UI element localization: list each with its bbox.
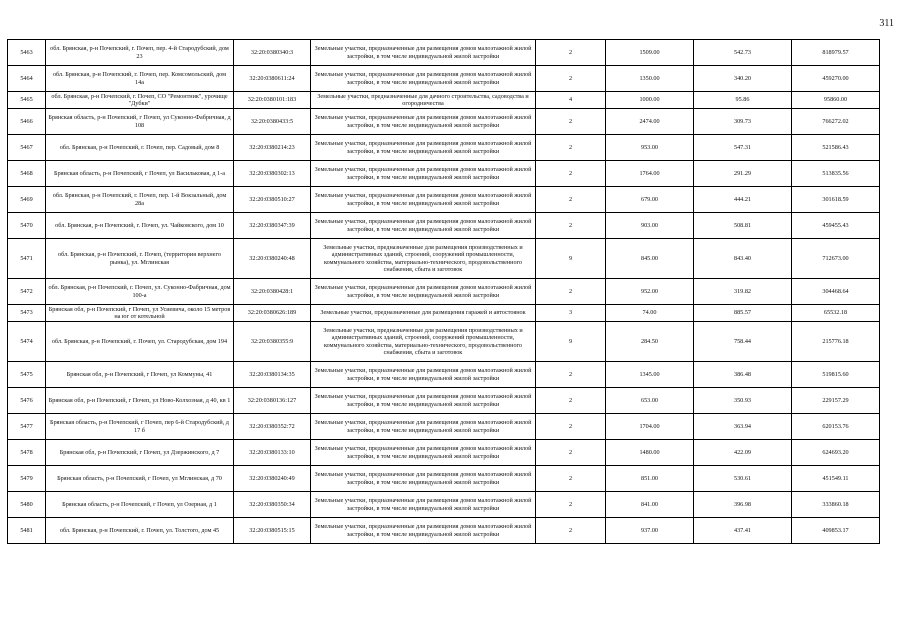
table-row <box>8 279 880 305</box>
row-address: обл. Брянская, р-н Почепский, г. Почеп, ул. Чайковского, дом 10 <box>46 213 234 239</box>
row-area: 937.00 <box>606 518 694 544</box>
row-area: 679.00 <box>606 187 694 213</box>
row-permitted-use: Земельные участки, предназначенные для размещения домов малоэтажной жилой застройки, в том числе индивидуальной жилой застройки <box>311 414 536 440</box>
row-area: 1345.00 <box>606 362 694 388</box>
table-row <box>8 135 880 161</box>
row-address: Брянская область, р-н Почепский, г Почеп, ул Васильковая, д 1-а <box>46 161 234 187</box>
row-cadastral-value: 301618.59 <box>792 187 880 213</box>
row-permitted-use: Земельные участки, предназначенные для размещения производственных и административных зданий, строений, сооружений промышленности, коммунального хозяйства, материально-технического, продовольственного снабжения, сбыта и заготовок <box>311 239 536 279</box>
row-cadastral-value: 215776.18 <box>792 322 880 362</box>
row-area: 1704.00 <box>606 414 694 440</box>
row-number: 5464 <box>8 66 46 92</box>
row-cadastral-value: 459455.43 <box>792 213 880 239</box>
row-unit-price: 758.44 <box>694 322 792 362</box>
row-cadastral-number: 32:20:0380510:27 <box>234 187 311 213</box>
row-address: обл. Брянская, р-н Почепский, г. Почеп, ул. Толстого, дом 45 <box>46 518 234 544</box>
row-address: обл. Брянская, р-н Почепский, г. Почеп, пер. 1-й Вокзальный, дом 28а <box>46 187 234 213</box>
row-permitted-use: Земельные участки, предназначенные для размещения домов малоэтажной жилой застройки, в том числе индивидуальной жилой застройки <box>311 440 536 466</box>
row-unit-price: 350.93 <box>694 388 792 414</box>
row-address: обл. Брянская, р-н Почепский, г. Почеп, пер. Садовый, дом 8 <box>46 135 234 161</box>
row-group: 9 <box>536 239 606 279</box>
row-number: 5481 <box>8 518 46 544</box>
row-cadastral-number: 32:20:0380133:10 <box>234 440 311 466</box>
table-row <box>8 305 880 322</box>
row-cadastral-value: 521586.43 <box>792 135 880 161</box>
row-group: 2 <box>536 40 606 66</box>
row-group: 2 <box>536 518 606 544</box>
row-unit-price: 340.20 <box>694 66 792 92</box>
row-group: 2 <box>536 466 606 492</box>
row-unit-price: 396.98 <box>694 492 792 518</box>
row-cadastral-number: 32:20:0380340:3 <box>234 40 311 66</box>
row-address: Брянская область, р-н Почепский, г Почеп, ул Озерная, д 1 <box>46 492 234 518</box>
row-address: Брянская обл, р-н Почепский, г Почеп, ул Коммуны, 41 <box>46 362 234 388</box>
row-area: 1509.00 <box>606 40 694 66</box>
row-address: Брянская область, р-н Почепский, г Почеп, ул Мглинская, д 70 <box>46 466 234 492</box>
row-address: обл. Брянская, р-н Почепский, г. Почеп, пер. 4-й Стародубский, дом 23 <box>46 40 234 66</box>
row-cadastral-value: 624693.20 <box>792 440 880 466</box>
row-cadastral-number: 32:20:0380302:13 <box>234 161 311 187</box>
row-unit-price: 422.09 <box>694 440 792 466</box>
row-permitted-use: Земельные участки, предназначенные для размещения домов малоэтажной жилой застройки, в том числе индивидуальной жилой застройки <box>311 161 536 187</box>
row-cadastral-number: 32:20:0380515:15 <box>234 518 311 544</box>
row-address: Брянская область, р-н Почепский, г Почеп, ул Суконно-Фабричная, д 108 <box>46 109 234 135</box>
row-group: 2 <box>536 440 606 466</box>
row-area: 952.00 <box>606 279 694 305</box>
row-address: обл. Брянская, р-н Почепский, г. Почеп, (территория верхнего рынка), ул. Мглинская <box>46 239 234 279</box>
row-number: 5471 <box>8 239 46 279</box>
row-address: обл. Брянская, р-н Почепский, г. Почеп, ул. Стародубская, дом 194 <box>46 322 234 362</box>
row-address: Брянская обл, р-н Почепский, г Почеп, ул Ново-Колхозная, д 40, кв 1 <box>46 388 234 414</box>
row-address: обл. Брянская, р-н Почепский, г. Почеп, пер. Комсомольский, дом 14а <box>46 66 234 92</box>
row-unit-price: 309.73 <box>694 109 792 135</box>
table-row <box>8 66 880 92</box>
row-group: 2 <box>536 187 606 213</box>
row-area: 1480.00 <box>606 440 694 466</box>
row-number: 5470 <box>8 213 46 239</box>
row-unit-price: 444.21 <box>694 187 792 213</box>
row-number: 5478 <box>8 440 46 466</box>
row-address: Брянская область, р-н Почепский, г Почеп, пер 6-й Стародубский, д 17 б <box>46 414 234 440</box>
row-group: 9 <box>536 322 606 362</box>
row-area: 841.00 <box>606 492 694 518</box>
row-unit-price: 291.29 <box>694 161 792 187</box>
row-cadastral-number: 32:20:0380352:72 <box>234 414 311 440</box>
table-row <box>8 213 880 239</box>
row-unit-price: 95.86 <box>694 92 792 109</box>
row-cadastral-value: 95860.00 <box>792 92 880 109</box>
row-cadastral-number: 32:20:0380214:23 <box>234 135 311 161</box>
row-area: 653.00 <box>606 388 694 414</box>
row-cadastral-value: 451549.11 <box>792 466 880 492</box>
row-unit-price: 885.57 <box>694 305 792 322</box>
row-unit-price: 530.61 <box>694 466 792 492</box>
cadastral-registry-table <box>7 39 880 544</box>
table-row <box>8 322 880 362</box>
row-cadastral-value: 229157.29 <box>792 388 880 414</box>
row-permitted-use: Земельные участки, предназначенные для размещения домов малоэтажной жилой застройки, в том числе индивидуальной жилой застройки <box>311 135 536 161</box>
row-area: 845.00 <box>606 239 694 279</box>
row-number: 5465 <box>8 92 46 109</box>
row-cadastral-value: 766272.02 <box>792 109 880 135</box>
row-permitted-use: Земельные участки, предназначенные для размещения гаражей и автостоянок <box>311 305 536 322</box>
row-area: 851.00 <box>606 466 694 492</box>
row-permitted-use: Земельные участки, предназначенные для размещения домов малоэтажной жилой застройки, в том числе индивидуальной жилой застройки <box>311 388 536 414</box>
row-number: 5466 <box>8 109 46 135</box>
row-cadastral-value: 459270.00 <box>792 66 880 92</box>
row-area: 1350.00 <box>606 66 694 92</box>
row-permitted-use: Земельные участки, предназначенные для размещения домов малоэтажной жилой застройки, в том числе индивидуальной жилой застройки <box>311 279 536 305</box>
row-address: обл. Брянская, р-н Почепский, г. Почеп, ул. Суконно-Фабричная, дом 100-а <box>46 279 234 305</box>
row-group: 4 <box>536 92 606 109</box>
row-cadastral-value: 513835.56 <box>792 161 880 187</box>
table-row <box>8 40 880 66</box>
table-row <box>8 239 880 279</box>
row-number: 5467 <box>8 135 46 161</box>
row-address: Брянская обл, р-н Почепский, г Почеп, ул Усиевича, около 15 метров на юг от котельной <box>46 305 234 322</box>
table-row <box>8 492 880 518</box>
row-cadastral-number: 32:20:0380350:34 <box>234 492 311 518</box>
row-unit-price: 386.48 <box>694 362 792 388</box>
row-permitted-use: Земельные участки, предназначенные для размещения производственных и административных зданий, строений, сооружений промышленности, коммунального хозяйства, материально-технического, продовольственного снабжения, сбыта и заготовок <box>311 322 536 362</box>
row-permitted-use: Земельные участки, предназначенные для размещения домов малоэтажной жилой застройки, в том числе индивидуальной жилой застройки <box>311 362 536 388</box>
row-number: 5468 <box>8 161 46 187</box>
row-cadastral-value: 818979.57 <box>792 40 880 66</box>
row-area: 1764.00 <box>606 161 694 187</box>
row-number: 5469 <box>8 187 46 213</box>
row-permitted-use: Земельные участки, предназначенные для размещения домов малоэтажной жилой застройки, в том числе индивидуальной жилой застройки <box>311 518 536 544</box>
table-row <box>8 388 880 414</box>
table-row <box>8 440 880 466</box>
registry-body <box>8 40 880 544</box>
row-cadastral-value: 712673.00 <box>792 239 880 279</box>
row-group: 2 <box>536 388 606 414</box>
row-cadastral-number: 32:20:0380428:1 <box>234 279 311 305</box>
row-cadastral-number: 32:20:0380626:189 <box>234 305 311 322</box>
row-cadastral-number: 32:20:0380240:49 <box>234 466 311 492</box>
row-area: 284.50 <box>606 322 694 362</box>
row-cadastral-value: 65532.18 <box>792 305 880 322</box>
row-area: 953.00 <box>606 135 694 161</box>
row-permitted-use: Земельные участки, предназначенные для размещения домов малоэтажной жилой застройки, в том числе индивидуальной жилой застройки <box>311 492 536 518</box>
row-group: 2 <box>536 135 606 161</box>
row-permitted-use: Земельные участки, предназначенные для размещения домов малоэтажной жилой застройки, в том числе индивидуальной жилой застройки <box>311 66 536 92</box>
row-cadastral-value: 519815.60 <box>792 362 880 388</box>
row-permitted-use: Земельные участки, предназначенные для размещения домов малоэтажной жилой застройки, в том числе индивидуальной жилой застройки <box>311 213 536 239</box>
row-permitted-use: Земельные участки, предназначенные для дачного строительства, садоводства и огородничества <box>311 92 536 109</box>
row-group: 2 <box>536 66 606 92</box>
table-row <box>8 466 880 492</box>
table-row <box>8 414 880 440</box>
row-number: 5472 <box>8 279 46 305</box>
table-row <box>8 518 880 544</box>
row-number: 5479 <box>8 466 46 492</box>
row-number: 5480 <box>8 492 46 518</box>
row-number: 5477 <box>8 414 46 440</box>
row-area: 1000.00 <box>606 92 694 109</box>
row-cadastral-number: 32:20:0380134:35 <box>234 362 311 388</box>
row-cadastral-number: 32:20:0380240:48 <box>234 239 311 279</box>
row-cadastral-number: 32:20:0380136:127 <box>234 388 311 414</box>
row-area: 903.00 <box>606 213 694 239</box>
row-unit-price: 437.41 <box>694 518 792 544</box>
row-number: 5476 <box>8 388 46 414</box>
row-unit-price: 363.94 <box>694 414 792 440</box>
row-number: 5473 <box>8 305 46 322</box>
row-cadastral-value: 333860.18 <box>792 492 880 518</box>
row-cadastral-number: 32:20:0380433:5 <box>234 109 311 135</box>
row-cadastral-value: 620153.76 <box>792 414 880 440</box>
row-cadastral-number: 32:20:0380611:24 <box>234 66 311 92</box>
row-permitted-use: Земельные участки, предназначенные для размещения домов малоэтажной жилой застройки, в том числе индивидуальной жилой застройки <box>311 40 536 66</box>
row-group: 2 <box>536 109 606 135</box>
row-cadastral-number: 32:20:0380355:9 <box>234 322 311 362</box>
page-number: 311 <box>879 18 894 29</box>
row-permitted-use: Земельные участки, предназначенные для размещения домов малоэтажной жилой застройки, в том числе индивидуальной жилой застройки <box>311 187 536 213</box>
table-row <box>8 109 880 135</box>
row-area: 2474.00 <box>606 109 694 135</box>
row-group: 2 <box>536 279 606 305</box>
row-unit-price: 542.73 <box>694 40 792 66</box>
row-number: 5475 <box>8 362 46 388</box>
table-row <box>8 362 880 388</box>
row-number: 5463 <box>8 40 46 66</box>
row-unit-price: 843.40 <box>694 239 792 279</box>
row-permitted-use: Земельные участки, предназначенные для размещения домов малоэтажной жилой застройки, в том числе индивидуальной жилой застройки <box>311 109 536 135</box>
table-row <box>8 161 880 187</box>
row-cadastral-number: 32:20:0380101:183 <box>234 92 311 109</box>
row-cadastral-value: 409853.17 <box>792 518 880 544</box>
row-cadastral-number: 32:20:0380347:39 <box>234 213 311 239</box>
row-group: 2 <box>536 213 606 239</box>
row-group: 2 <box>536 161 606 187</box>
table-row <box>8 187 880 213</box>
row-group: 2 <box>536 362 606 388</box>
row-group: 3 <box>536 305 606 322</box>
row-area: 74.00 <box>606 305 694 322</box>
row-permitted-use: Земельные участки, предназначенные для размещения домов малоэтажной жилой застройки, в том числе индивидуальной жилой застройки <box>311 466 536 492</box>
row-address: обл. Брянская, р-н Почепский, г. Почеп, СО "Ремонтник", урочище "Дубки" <box>46 92 234 109</box>
row-number: 5474 <box>8 322 46 362</box>
row-group: 2 <box>536 414 606 440</box>
row-unit-price: 508.81 <box>694 213 792 239</box>
table-row <box>8 92 880 109</box>
row-unit-price: 319.82 <box>694 279 792 305</box>
row-address: Брянская обл, р-н Почепский, г Почеп, ул Дзержинского, д 7 <box>46 440 234 466</box>
row-cadastral-value: 304468.64 <box>792 279 880 305</box>
row-group: 2 <box>536 492 606 518</box>
row-unit-price: 547.31 <box>694 135 792 161</box>
